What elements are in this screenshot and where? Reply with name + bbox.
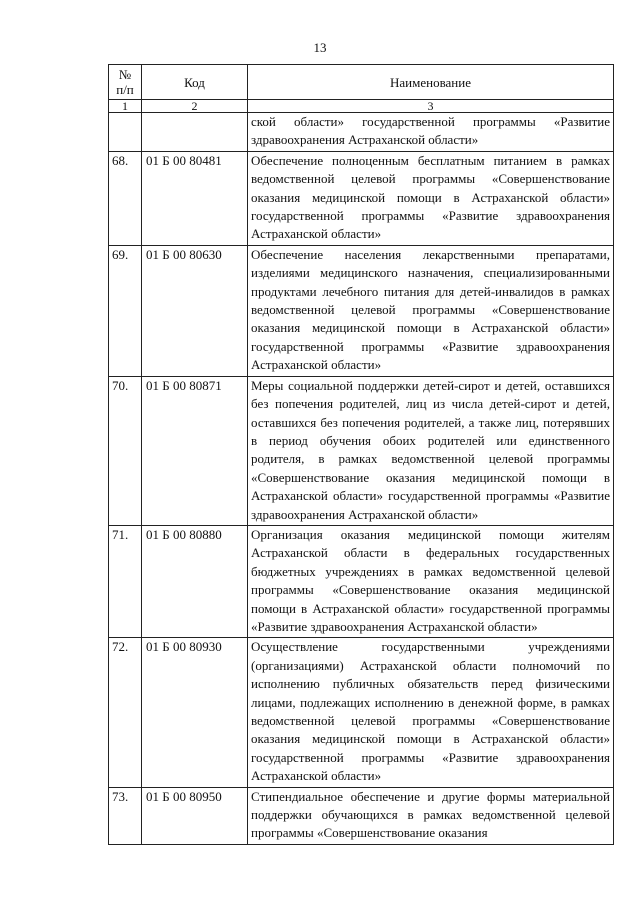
row-code: 01 Б 00 80880 xyxy=(142,525,248,637)
row-number: 72. xyxy=(109,638,142,787)
row-code xyxy=(142,113,248,152)
header-code: Код xyxy=(142,65,248,100)
column-index: 1 xyxy=(109,100,142,113)
row-code: 01 Б 00 80950 xyxy=(142,787,248,844)
row-code: 01 Б 00 80871 xyxy=(142,376,248,525)
budget-code-table xyxy=(108,64,614,845)
row-code: 01 Б 00 80930 xyxy=(142,638,248,787)
table-row xyxy=(109,245,614,376)
row-number: 70. xyxy=(109,376,142,525)
table-row xyxy=(109,638,614,787)
column-index: 2 xyxy=(142,100,248,113)
row-name: ской области» государственной программы «Развитие здравоохранения Астраханской области» xyxy=(248,113,614,152)
row-name: Стипендиальное обеспечение и другие формы материальной поддержки обучающихся в рамках ведомственной целевой программы «Совершенствование оказания xyxy=(248,787,614,844)
header-name: Наименование xyxy=(248,65,614,100)
row-code: 01 Б 00 80630 xyxy=(142,245,248,376)
row-number: 73. xyxy=(109,787,142,844)
table-row xyxy=(109,525,614,637)
header-num: № п/п xyxy=(109,65,142,100)
table-row xyxy=(109,376,614,525)
row-number xyxy=(109,113,142,152)
row-name: Обеспечение полноценным бесплатным питанием в рамках ведомственной целевой программы «Совершенствование оказания медицинской помощи в Астраханской области» государственной программы «Развитие здравоохранения Астраханской области» xyxy=(248,151,614,245)
page-number: 13 xyxy=(313,40,327,55)
row-name: Организация оказания медицинской помощи жителям Астраханской области в федеральных государственных бюджетных учреждениях в рамках ведомственной целевой программы «Совершенствование оказания медицинской помощи в Астраханской области» государственной программы «Развитие здравоохранения Астраханской области» xyxy=(248,525,614,637)
table-header-row xyxy=(109,65,614,100)
row-number: 68. xyxy=(109,151,142,245)
table-row xyxy=(109,787,614,844)
row-name: Обеспечение населения лекарственными препаратами, изделиями медицинского назначения, специализированными продуктами лечебного питания для детей-инвалидов в рамках ведомственной целевой программы «Совершенствование оказания медицинской помощи в Астраханской области» государственной программы «Развитие здравоохранения Астраханской области» xyxy=(248,245,614,376)
column-index: 3 xyxy=(248,100,614,113)
table-row xyxy=(109,113,614,152)
table-row xyxy=(109,151,614,245)
row-code: 01 Б 00 80481 xyxy=(142,151,248,245)
row-name: Меры социальной поддержки детей-сирот и детей, оставшихся без попечения родителей, лиц из числа детей-сирот и детей, оставшихся без попечения родителей, а также лиц, потерявших в период обучения обоих родителей или единственного родителя, в рамках ведомственной целевой программы «Совершенствование оказания медицинской помощи в Астраханской области» государственной программы «Развитие здравоохранения Астраханской области» xyxy=(248,376,614,525)
row-number: 71. xyxy=(109,525,142,637)
row-name: Осуществление государственными учреждениями (организациями) Астраханской области полномочий по исполнению публичных обязательств перед физическими лицами, подлежащих исполнению в денежной форме, в рамках ведомственной целевой программы «Совершенствование оказания медицинской помощи в Астраханской области» государственной программы «Развитие здравоохранения Астраханской области» xyxy=(248,638,614,787)
column-index-row xyxy=(109,100,614,113)
row-number: 69. xyxy=(109,245,142,376)
